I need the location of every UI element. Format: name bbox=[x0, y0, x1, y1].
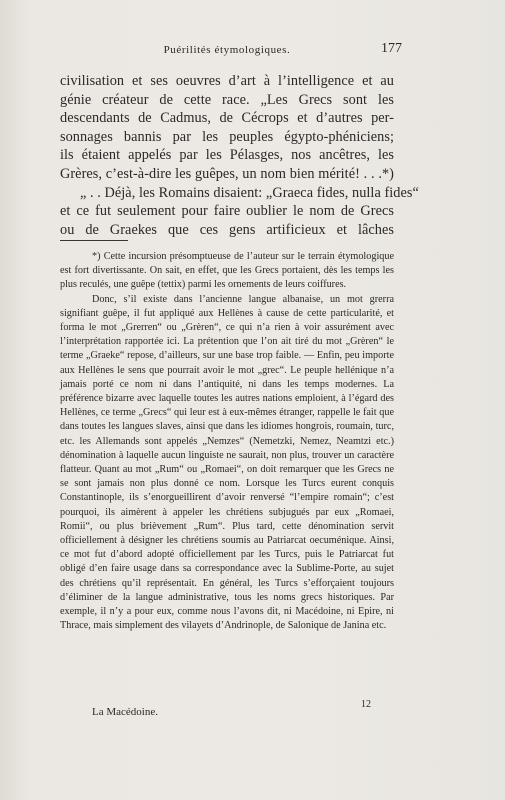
signature-number: 12 bbox=[361, 699, 371, 710]
footnote-separator bbox=[60, 240, 128, 241]
page-number: 177 bbox=[381, 41, 402, 56]
footnote bbox=[60, 250, 394, 633]
text-line: génie créateur de cette race. „Les Grecs sont les bbox=[60, 91, 394, 108]
footnote-paragraph: Donc, s’il existe dans l’ancienne langue albanaise, un mot grerra signifiant guêpe, il fut appliqué aux Hellènes à cause de cette particularité, et forma le mot „Grerren“ ou „Grèren“, ce qui n’a rien à voir assurément avec l’interprétation rapportée ici. La prétention que l’on ait tiré du mot „Grèren“ le terme „Graeke“ repose, d’ailleurs, sur une base trop faible. — Enfin, peu importe aux Hellènes le sens que pourrait avoir le mot „grec“. Le peuple hellénique n’a jamais porté ce nom ni dans l’antiquité, ni dans les temps modernes. La préférence bizarre avec laquelle toutes les autres nations emploient, à l’égard des Hellènes, ce terme „Grecs“ qui leur est à eux-mêmes étranger, rappelle le fait que dans toutes les langues slaves, ainsi que dans les idiomes hongrois, roumain, turc, etc. les Allemands sont appelés „Nemzes“ (Nemetzki, Nemez, Neamtzi etc.) dénomination à laquelle aucun linguiste ne saurait, non plus, trouver un caractère flatteur. Quant au mot „Rum“ ou „Romaei“, on doit remarquer que les Grecs ne se sont jamais non plus donné ce nom. Lorsque les Turcs eurent conquis Constantinople, ils s’enorgueillirent d’avoir renversé “l’empire romain“; c’est pourquoi, ils aimèrent à appeler les chrétiens subjugués par eux „Romaei, Romii“, ou plus brièvement „Rum“. Plus tard, cette dénomination servit officiellement à désigner les chrétiens soumis au Patriarcat oecuménique. Ainsi, ce mot fut d’abord adopté officiellement par les Turcs, puis le Patriarcat fut obligé d’en faire usage dans sa correspondance avec la Sublime-Porte, au sujet des chrétiens qu’il représentait. En général, les Turcs s’efforçaient toujours d’éliminer de la langue administrative, tous les noms grecs historiques. Par exemple, il n’y a pour eux, comme nous l’avons dit, ni Macédoine, ni Epire, ni Thrace, mais simplement des vilayets d’Andrinople, de Salonique de Janina etc. bbox=[60, 293, 394, 632]
text-line: civilisation et ses oeuvres d’art à l’intelligence et au bbox=[60, 73, 394, 89]
text-line: et ce fut seulement pour faire oublier le nom de Grecs bbox=[60, 203, 394, 220]
text-line: Grères, c’est-à-dire les guêpes, un nom bien mérité! . . .*) bbox=[60, 165, 394, 182]
text-line: ils étaient appelés par les Pélasges, nos ancêtres, les bbox=[60, 147, 394, 164]
signature-mark: La Macédoine. bbox=[92, 706, 158, 718]
text-line: „ . . Déjà, les Romains disaient: „Graeca fides, nulla fides“ bbox=[80, 184, 419, 201]
text-line: descendants de Cadmus, de Cécrops et d’autres per- bbox=[60, 110, 394, 127]
running-title: Puérilités étymologiques. bbox=[163, 44, 291, 56]
text-line: sonnages bannis par les peuples égypto-phéniciens; bbox=[60, 128, 394, 145]
text-line: ou de Graekes que ces gens artificieux et lâches bbox=[60, 221, 394, 238]
main-text bbox=[60, 72, 419, 239]
page-header bbox=[60, 41, 402, 60]
footnote-paragraph: *) Cette incursion présomptueuse de l’auteur sur le terrain étymologique est fort divertissante. On sait, en effet, que les Grecs portaient, dès les temps les plus reculés, une guêpe (tettix) parmi les ornements de leurs coiffures. bbox=[60, 251, 394, 291]
